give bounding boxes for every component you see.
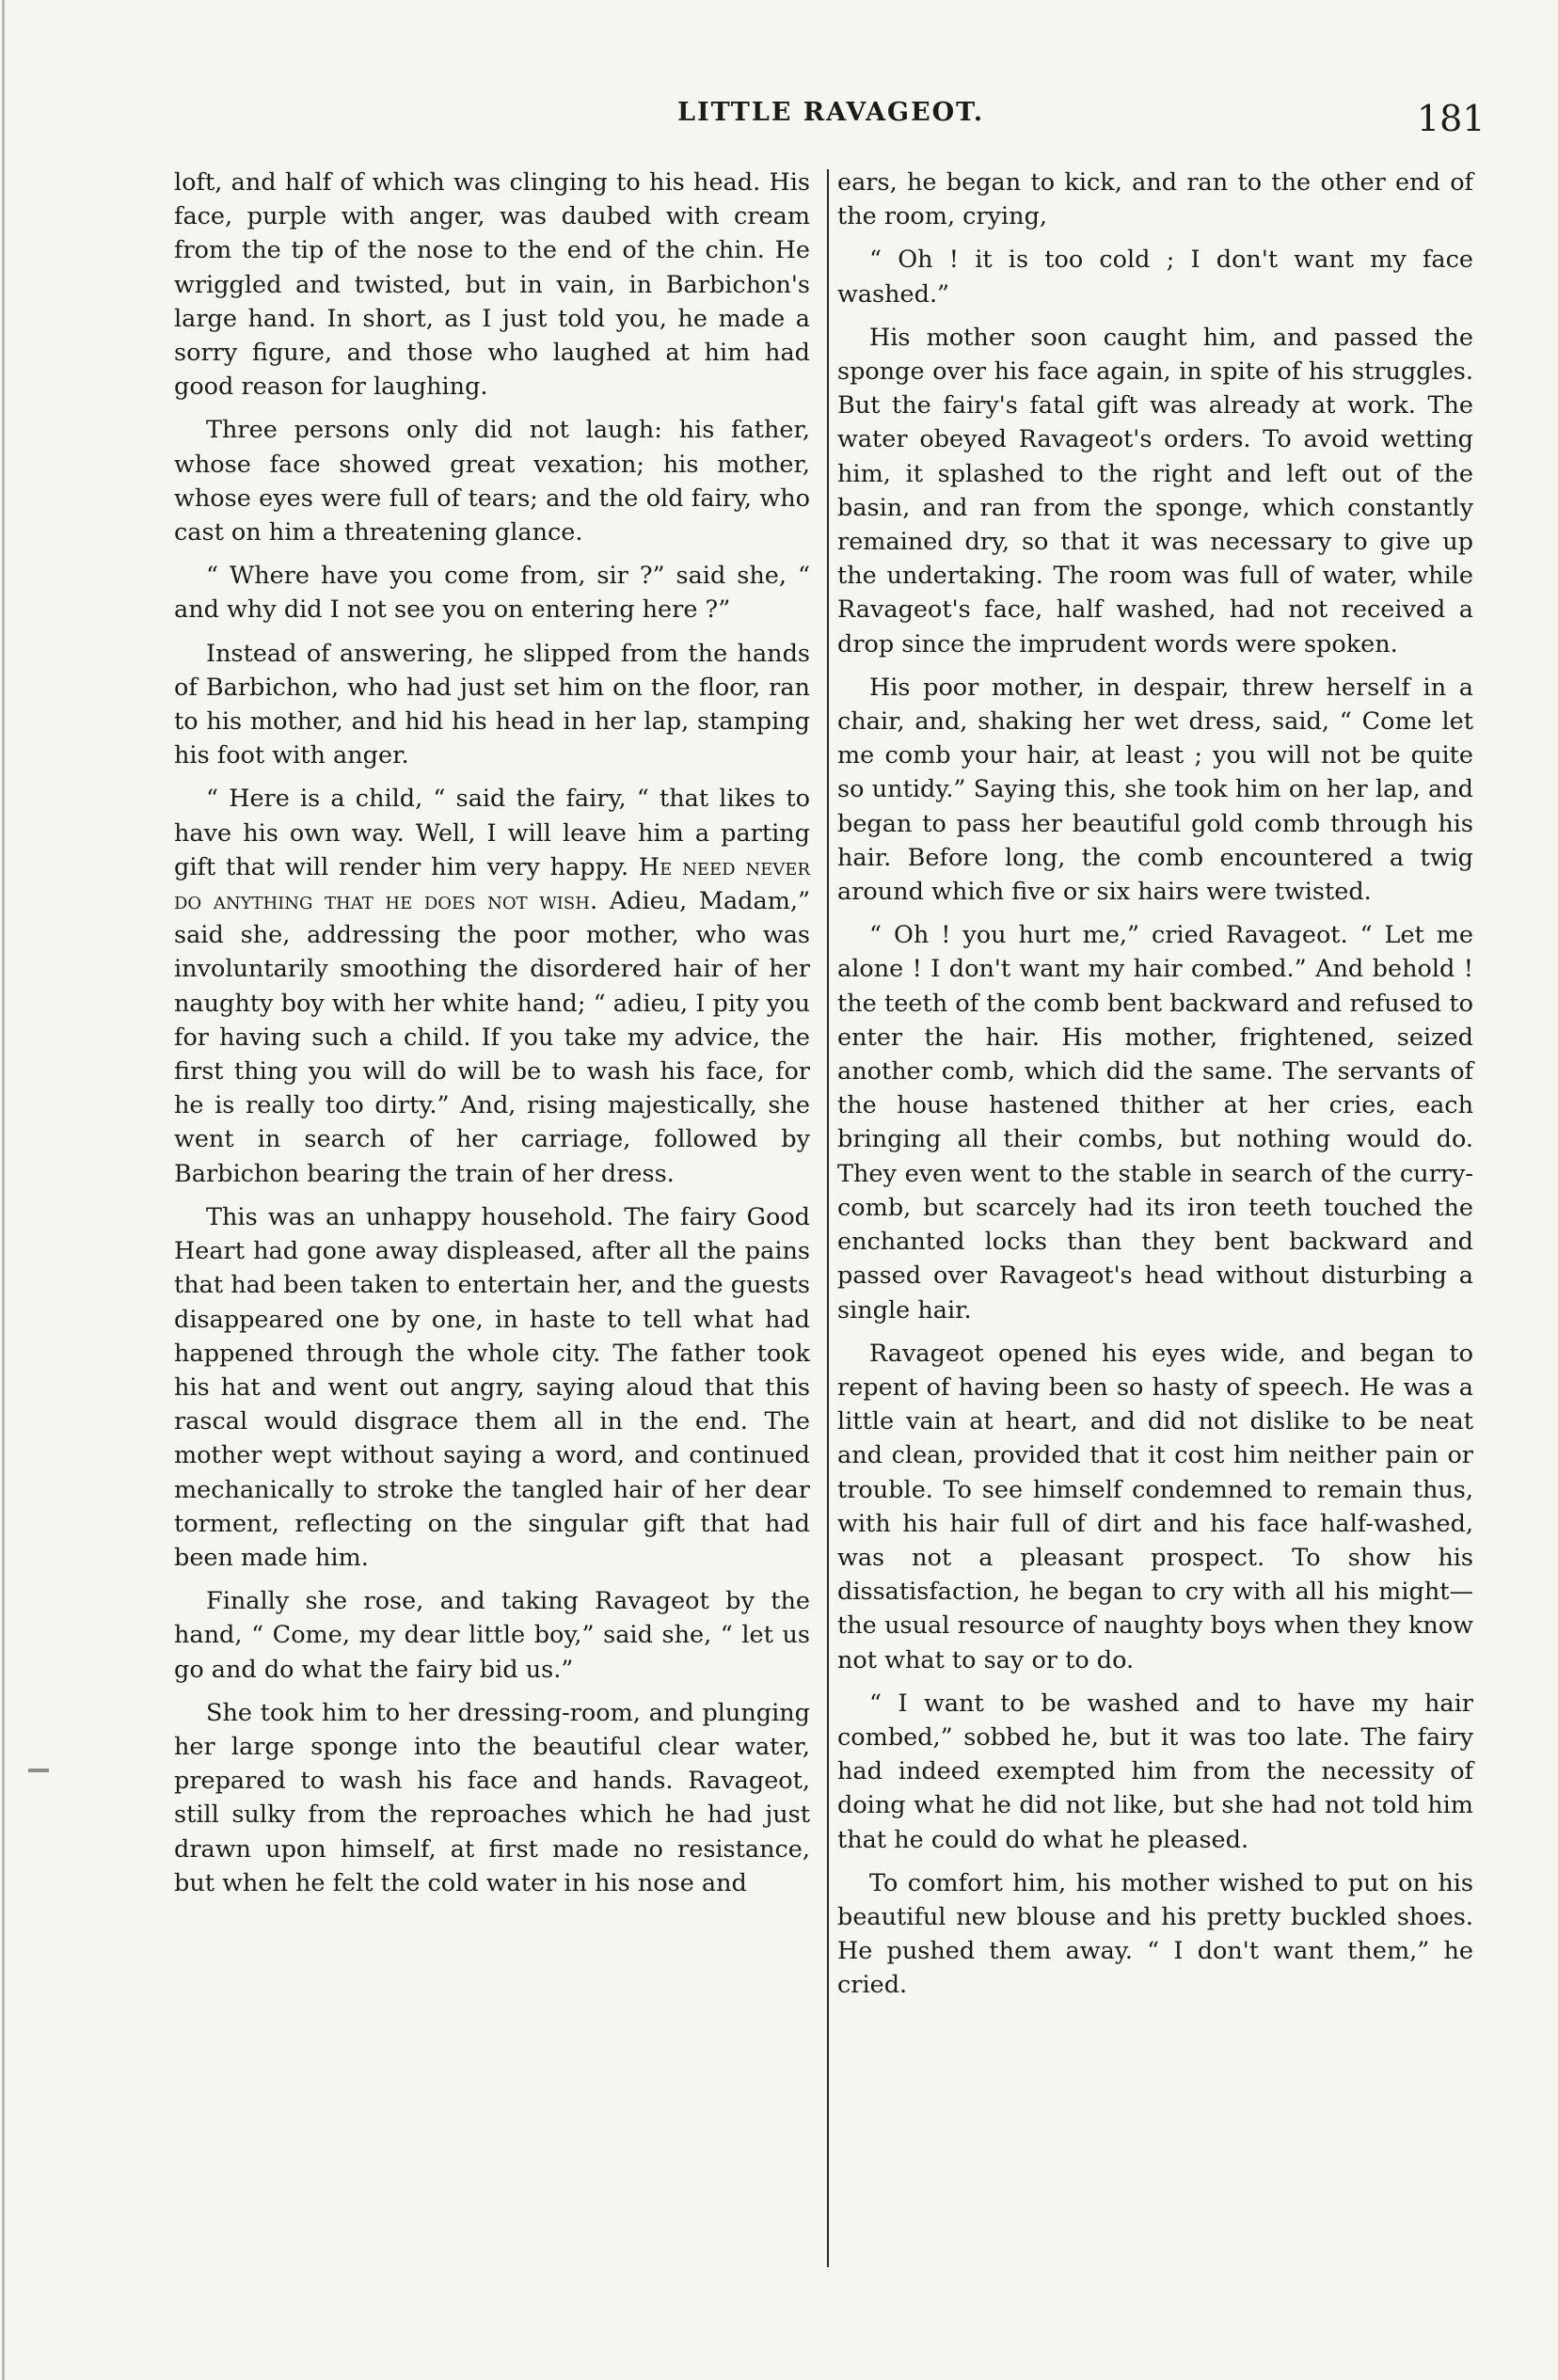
- paragraph: “ I want to be washed and to have my hair combed,” sobbed he, but it was too late. The fairy had indeed exempted him from the necessity of doing what he did not like, but she had not told him that he could do what he pleased.: [837, 1689, 1473, 1854]
- left-column: [174, 166, 810, 1910]
- fairy-gift-phrase: He need never do anything that he does not wish.: [174, 852, 810, 916]
- paragraph: This was an unhappy household. The fairy Good Heart had gone away displeased, after all the pains that had been taken to entertain her, and the guests disappeared one by one, in haste to tell what had happened through the whole city. The father took his hat and went out angry, saying aloud that this rascal would disgrace them all in the end. The mother wept without saying a word, and continued mechanically to stroke the tangled hair of her dear torment, reflecting on the singular gift that had been made him.: [174, 1202, 811, 1572]
- paragraph: “ Oh ! it is too cold ; I don't want my face washed.”: [837, 246, 1473, 309]
- column-rule: [827, 169, 829, 2267]
- scan-edge-mark: [2, 0, 5, 2380]
- paragraph: His poor mother, in despair, threw herself in a chair, and, shaking her wet dress, said, “ Come let me comb your hair, at least ; you will not be quite so untidy.” Saying this, she took him on her lap, and began to pass her beautiful gold comb through his hair. Before long, the comb encountered a twig around which five or six hairs were twisted.: [837, 673, 1473, 907]
- paragraph-text: Adieu, Madam,” said she, addressing the poor mother, who was involuntarily smoothing the disordered hair of her naughty boy with her white hand; “ adieu, I pity you for having such a child. If you take my advice, the first thing you will do will be to wash his face, for he is really too dirty.” And, rising majestically, she went in search of her carriage, followed by Barbichon bearing the train of her dress.: [174, 887, 811, 1188]
- paragraph: “ Where have you come from, sir ?” said she, “ and why did I not see you on entering here ?”: [174, 562, 810, 625]
- paragraph: She took him to her dressing-room, and plunging her large sponge into the beautiful clear water, prepared to wash his face and hands. Ravageot, still sulky from the reproaches which he had just drawn upon himself, at first made no resistance, but when he felt the cold water in his nose and: [174, 1698, 810, 1897]
- paragraph: Finally she rose, and taking Ravageot by the hand, “ Come, my dear little boy,” said she, “ let us go and do what the fairy bid us.”: [174, 1587, 810, 1684]
- right-column: [837, 166, 1473, 2012]
- paragraph: His mother soon caught him, and passed the sponge over his face again, in spite of his struggles. But the fairy's fatal gift was already at work. The water obeyed Ravageot's orders. To avoid wetting him, it splashed to the right and left out of the basin, and ran from the sponge, which constantly remained dry, so that it was necessary to give up the undertaking. The room was full of water, while Ravageot's face, half washed, had not received a drop since the imprudent words were spoken.: [837, 323, 1473, 658]
- paragraph: Instead of answering, he slipped from the hands of Barbichon, who had just set him on the floor, ran to his mother, and hid his head in her lap, stamping his foot with anger.: [174, 639, 810, 770]
- paragraph: loft, and half of which was clinging to his head. His face, purple with anger, was daubed with cream from the tip of the nose to the end of the chin. He wriggled and twisted, but in vain, in Barbichon's large hand. In short, as I just told you, he made a sorry figure, and those who laughed at him had good reason for laughing.: [174, 168, 810, 402]
- paragraph: [174, 782, 810, 1190]
- scan-edge-mark: [28, 1769, 49, 1772]
- paragraph: “ Oh ! you hurt me,” cried Ravageot. “ Let me alone ! I don't want my hair combed.” And behold ! the teeth of the comb bent backward and refused to enter the hair. His mother, frightened, seized another comb, which did the same. The servants of the house hastened thither at her cries, each bringing all their combs, but nothing would do. They even went to the stable in search of the curry-comb, but scarcely had its iron teeth touched the enchanted locks than they bent backward and passed over Ravageot's head without disturbing a single hair.: [837, 921, 1473, 1325]
- paragraph: Ravageot opened his eyes wide, and began to repent of having been so hasty of speech. He was a little vain at heart, and did not dislike to be neat and clean, provided that it cost him neither pain or trouble. To see himself condemned to remain thus, with his hair full of dirt and his face half-washed, was not a pleasant prospect. To show his dissatisfaction, he began to cry with all his might—the usual resource of naughty boys when they know not what to say or to do.: [837, 1339, 1473, 1674]
- page-number: 181: [1417, 98, 1486, 139]
- running-head: LITTLE RAVAGEOT.: [677, 98, 985, 127]
- paragraph: ears, he began to kick, and ran to the other end of the room, crying,: [837, 168, 1473, 231]
- paragraph-text: “ Here is a child, “ said the fairy, “ that likes to have his own way. Well, I will leave him a parting gift that will render him very happy.: [174, 785, 810, 881]
- paragraph: To comfort him, his mother wished to put on his beautiful new blouse and his pretty buckled shoes. He pushed them away. “ I don't want them,” he cried.: [837, 1868, 1473, 2000]
- paragraph: Three persons only did not laugh: his father, whose face showed great vexation; his mother, whose eyes were full of tears; and the old fairy, who cast on him a threatening glance.: [174, 416, 810, 547]
